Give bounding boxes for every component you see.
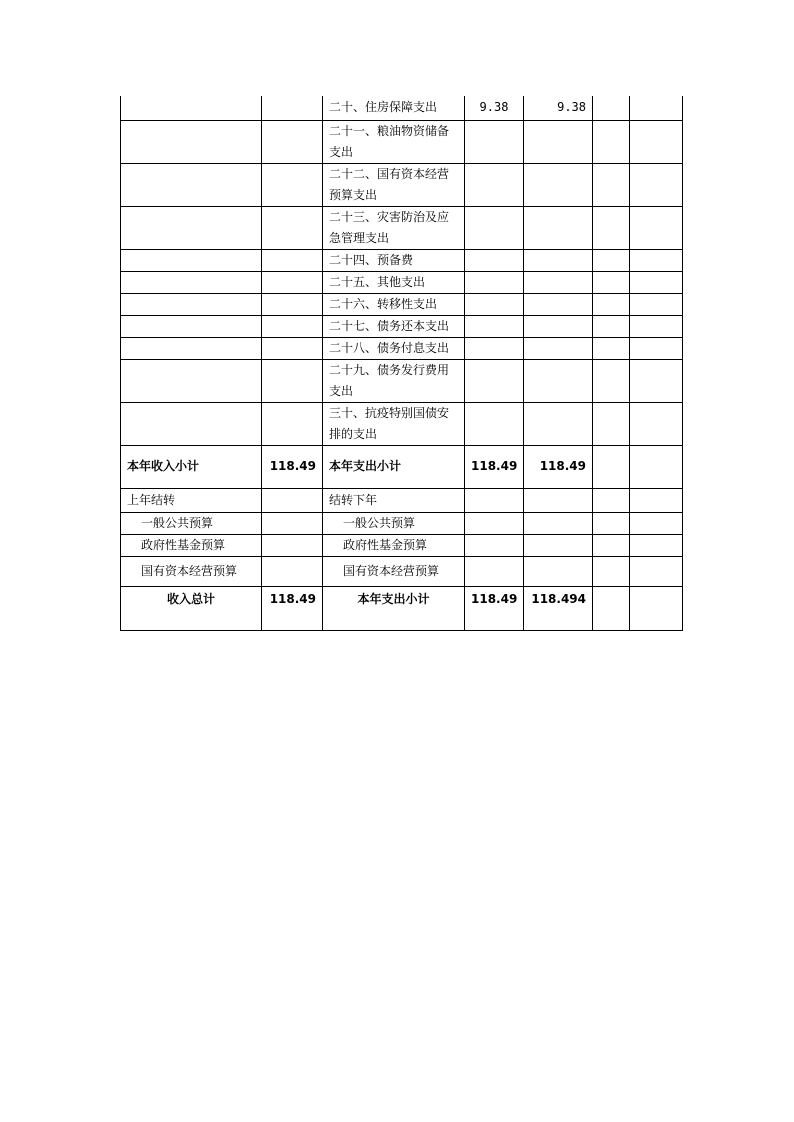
expense-value-1: [465, 249, 524, 271]
income-total-value: 118.49: [262, 586, 323, 630]
carry-item-row: [121, 512, 683, 534]
carry-item-right: 一般公共预算: [323, 512, 465, 534]
carry-item-right: 国有资本经营预算: [323, 556, 465, 586]
expense-label: 二十一、粮油物资储备支出: [323, 120, 465, 163]
carry-item-left: 一般公共预算: [121, 512, 262, 534]
expense-value-2: [524, 249, 593, 271]
expense-value-2: [524, 402, 593, 445]
expense-label: 二十五、其他支出: [323, 271, 465, 293]
expense-label: 二十六、转移性支出: [323, 293, 465, 315]
expense-subtotal-label: 本年支出小计: [323, 445, 465, 488]
carry-item-right: 政府性基金预算: [323, 534, 465, 556]
expense-value-1: [465, 293, 524, 315]
expense-value-1: [465, 120, 524, 163]
prev-carry-label: 上年结转: [121, 488, 262, 512]
table-row: [121, 315, 683, 337]
expense-total-value-1: 118.49: [465, 586, 524, 630]
expense-label: 二十八、债务付息支出: [323, 337, 465, 359]
table-row: [121, 337, 683, 359]
table-row: [121, 402, 683, 445]
expense-value-1: [465, 163, 524, 206]
expense-total-value-2: 118.494: [524, 586, 593, 630]
expense-label: 二十九、债务发行费用支出: [323, 359, 465, 402]
total-row: [121, 586, 683, 630]
expense-value-1: [465, 315, 524, 337]
expense-value-2: [524, 271, 593, 293]
carry-item-left: 国有资本经营预算: [121, 556, 262, 586]
table-row: [121, 249, 683, 271]
expense-label: 二十三、灾害防治及应急管理支出: [323, 206, 465, 249]
expense-value-1: [465, 402, 524, 445]
table-row: [121, 163, 683, 206]
expense-label: 三十、抗疫特别国债安排的支出: [323, 402, 465, 445]
income-subtotal-label: 本年收入小计: [121, 445, 262, 488]
table-row: [121, 271, 683, 293]
expense-label: 二十、住房保障支出: [323, 96, 465, 120]
expense-value-2: [524, 120, 593, 163]
table-row: [121, 120, 683, 163]
expense-value-1: [465, 337, 524, 359]
next-carry-label: 结转下年: [323, 488, 465, 512]
budget-table: [120, 96, 683, 631]
table-row: [121, 96, 683, 120]
expense-value-1: [465, 359, 524, 402]
expense-value-2: [524, 163, 593, 206]
expense-value-1: [465, 271, 524, 293]
expense-value-1: [465, 206, 524, 249]
subtotal-row: [121, 445, 683, 488]
table-row: [121, 293, 683, 315]
carry-row: [121, 488, 683, 512]
expense-value-2: [524, 293, 593, 315]
income-subtotal-value: 118.49: [262, 445, 323, 488]
carry-item-row: [121, 534, 683, 556]
table-row: [121, 359, 683, 402]
expense-subtotal-value-1: 118.49: [465, 445, 524, 488]
expense-value-2: 9.38: [524, 96, 593, 120]
carry-item-row: [121, 556, 683, 586]
expense-total-label: 本年支出小计: [323, 586, 465, 630]
expense-value-2: [524, 206, 593, 249]
carry-item-left: 政府性基金预算: [121, 534, 262, 556]
expense-label: 二十四、预备费: [323, 249, 465, 271]
table-row: [121, 206, 683, 249]
expense-value-2: [524, 359, 593, 402]
expense-subtotal-value-2: 118.49: [524, 445, 593, 488]
income-total-label: 收入总计: [121, 586, 262, 630]
expense-label: 二十七、债务还本支出: [323, 315, 465, 337]
expense-value-1: 9.38: [465, 96, 524, 120]
expense-value-2: [524, 337, 593, 359]
expense-value-2: [524, 315, 593, 337]
expense-label: 二十二、国有资本经营预算支出: [323, 163, 465, 206]
